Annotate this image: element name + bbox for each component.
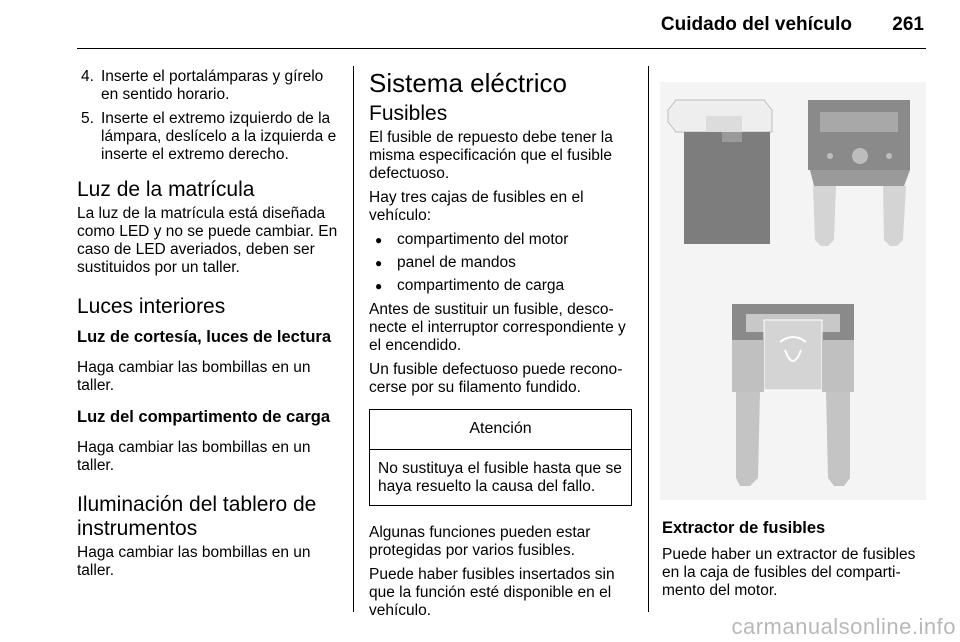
step-item — [77, 68, 342, 104]
column-divider-right — [648, 66, 649, 612]
list-item: ● compartimento de carga — [369, 277, 632, 295]
dashboard-lighting-heading: Iluminación del tablero de instrumentos — [77, 493, 317, 540]
header-rule — [77, 48, 926, 49]
courtesy-light-text: Haga cambiar las bombillas en un taller. — [77, 359, 311, 394]
dashboard-lighting-text: Haga cambiar las bombillas en un taller. — [77, 544, 311, 579]
fuse-extractor-text: Puede haber un extractor de fusibles en la caja de fusibles del compartimento del motor. — [662, 546, 916, 599]
license-light-heading: Luz de la matrícula — [77, 178, 255, 201]
middle-column — [369, 68, 632, 626]
list-item: ● panel de mandos — [369, 254, 632, 272]
step-number: 5. — [81, 110, 94, 127]
notice-text: No sustituya el fusible hasta que se haya resuelto la causa del fallo. — [378, 460, 622, 495]
cargo-light-heading: Luz del compartimento de carga — [77, 408, 331, 426]
cargo-light-text: Haga cambiar las bombillas en un taller. — [77, 439, 311, 474]
no-function-text: Puede haber fusibles insertados sin que la función esté disponible en el vehículo. — [369, 566, 615, 619]
right-column — [662, 518, 930, 606]
notice-box — [369, 409, 632, 506]
watermark: carmanualsonline.info — [731, 614, 956, 639]
step-list — [77, 68, 342, 164]
functions-text: Algunas funciones pueden estar protegidas por varios fusibles. — [369, 524, 591, 559]
fuse-box-list — [369, 231, 632, 295]
page-number: 261 — [892, 14, 924, 35]
courtesy-light-heading: Luz de cortesía, luces de lectura — [77, 328, 332, 346]
step-number: 4. — [81, 68, 94, 85]
running-header-title: Cuidado del vehículo — [660, 14, 852, 35]
section-title: Sistema eléctrico — [369, 68, 567, 98]
recognize-text: Un fusible defectuoso puede reconocerse por su filamento fundido. — [369, 361, 623, 396]
license-light-text: La luz de la matrícula está diseñada como LED y no se puede cambiar. En caso de LED averiados, deben ser sustituidos por un taller. — [77, 205, 338, 276]
interior-lights-heading: Luces interiores — [77, 295, 226, 318]
fuse-extractor-heading: Extractor de fusibles — [662, 519, 826, 537]
spare-fuse-text: El fusible de repuesto debe tener la misma especificación que el fusible defectuoso. — [369, 129, 613, 182]
step-text: Inserte el extremo izquierdo de la lámpara, deslícelo a la izquierda e inserte el extremo derecho. — [101, 110, 337, 163]
step-item — [77, 110, 342, 164]
fuse-boxes-intro: Hay tres cajas de fusibles en el vehículo: — [369, 189, 584, 224]
fuses-heading: Fusibles — [369, 102, 448, 125]
before-replace-text: Antes de sustituir un fusible, desconecte el interruptor correspondiente y el encendido. — [369, 301, 626, 354]
list-item: ● compartimento del motor — [369, 231, 632, 249]
notice-title: Atención — [370, 410, 631, 450]
step-text: Inserte el portalámparas y gírelo en sentido horario. — [101, 68, 324, 103]
left-column — [77, 68, 342, 586]
column-divider-left — [353, 66, 354, 612]
fuse-illustration — [660, 82, 926, 500]
